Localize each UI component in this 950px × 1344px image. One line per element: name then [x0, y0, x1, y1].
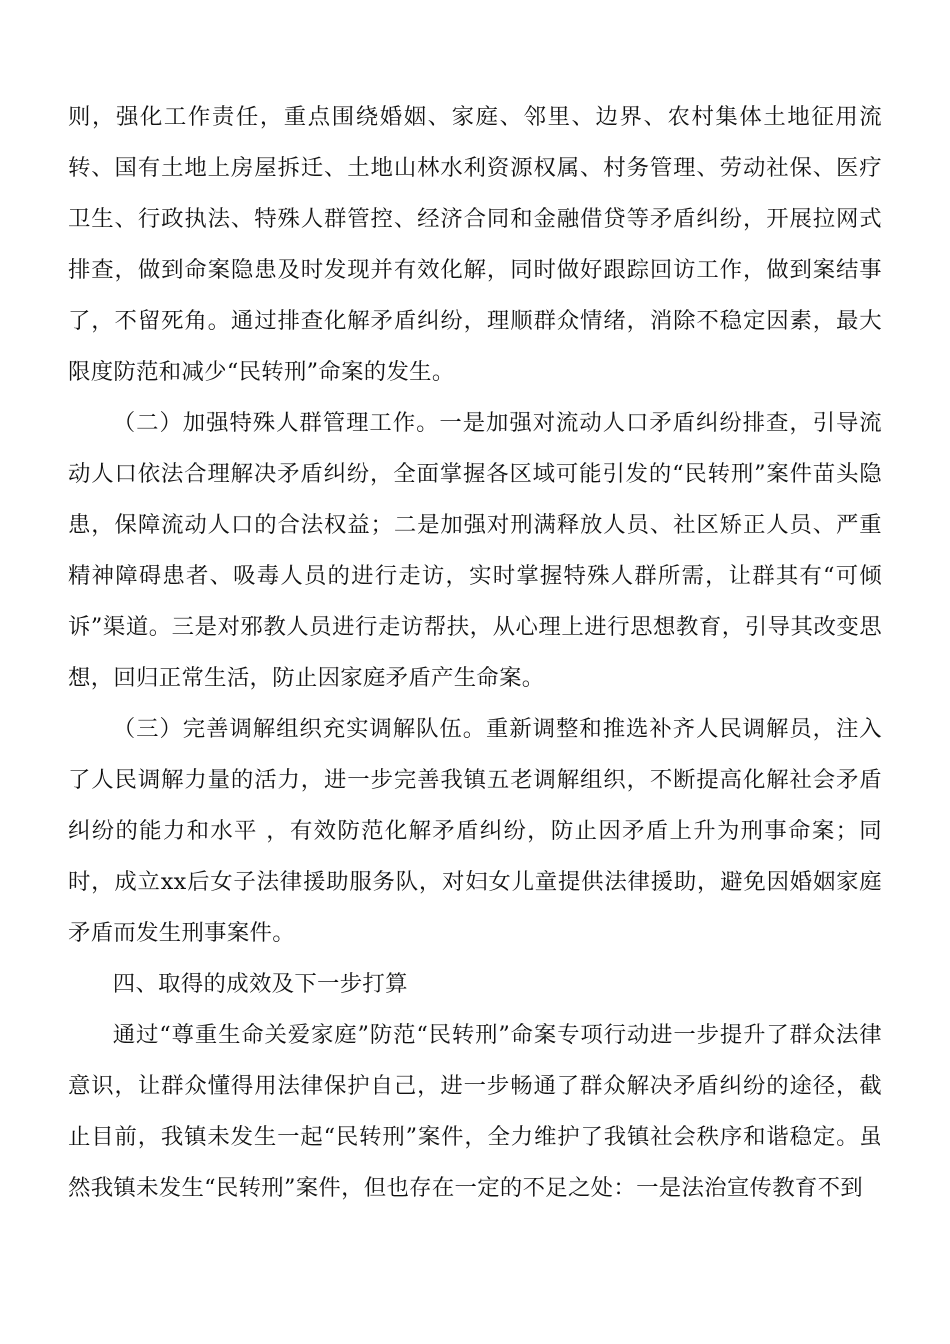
paragraph-mediation: （三）完善调解组织充实调解队伍。重新调整和推选补齐人民调解员，注入了人民调解力量的活力，进一步完善我镇五老调解组织，不断提高化解社会矛盾纠纷的能力和水平 ，有效防范化解矛盾纠纷，防止因矛盾上升为刑事命案；同时，成立xx后女子法律援助服务队，对妇女儿童提供法律援助，避免因婚姻家庭矛盾而发生刑事案件。 — [68, 716, 882, 946]
paragraph-continued: 则，强化工作责任，重点围绕婚姻、家庭、邻里、边界、农村集体土地征用流转、国有土地上房屋拆迁、土地山林水利资源权属、村务管理、劳动社保、医疗卫生、行政执法、特殊人群管控、经济合同和金融借贷等矛盾纠纷，开展拉网式排查，做到命案隐患及时发现并有效化解，同时做好跟踪回访工作，做到案结事了，不留死角。通过排查化解矛盾纠纷，理顺群众情绪，消除不稳定因素，最大限度防范和减少“民转刑”命案的发生。 — [68, 104, 882, 385]
section-heading: 四、取得的成效及下一步打算 — [112, 971, 408, 997]
paragraph-results: 通过“尊重生命关爱家庭”防范“民转刑”命案专项行动进一步提升了群众法律意识，让群众懂得用法律保护自己，进一步畅通了群众解决矛盾纠纷的途径，截止目前，我镇未发生一起“民转刑”案件，全力维护了我镇社会秩序和谐稳定。虽然我镇未发生“民转刑”案件，但也存在一定的不足之处：一是法治宣传教育不到 — [68, 1022, 882, 1201]
paragraph-special-groups: （二）加强特殊人群管理工作。一是加强对流动人口矛盾纠纷排查，引导流动人口依法合理解决矛盾纠纷，全面掌握各区域可能引发的“民转刑”案件苗头隐患，保障流动人口的合法权益；二是加强对刑满释放人员、社区矫正人员、严重精神障碍患者、吸毒人员的进行走访，实时掌握特殊人群所需，让群其有“可倾诉”渠道。三是对邪教人员进行走访帮扶，从心理上进行思想教育，引导其改变思想，回归正常生活，防止因家庭矛盾产生命案。 — [68, 410, 882, 691]
document-page — [68, 92, 882, 1214]
